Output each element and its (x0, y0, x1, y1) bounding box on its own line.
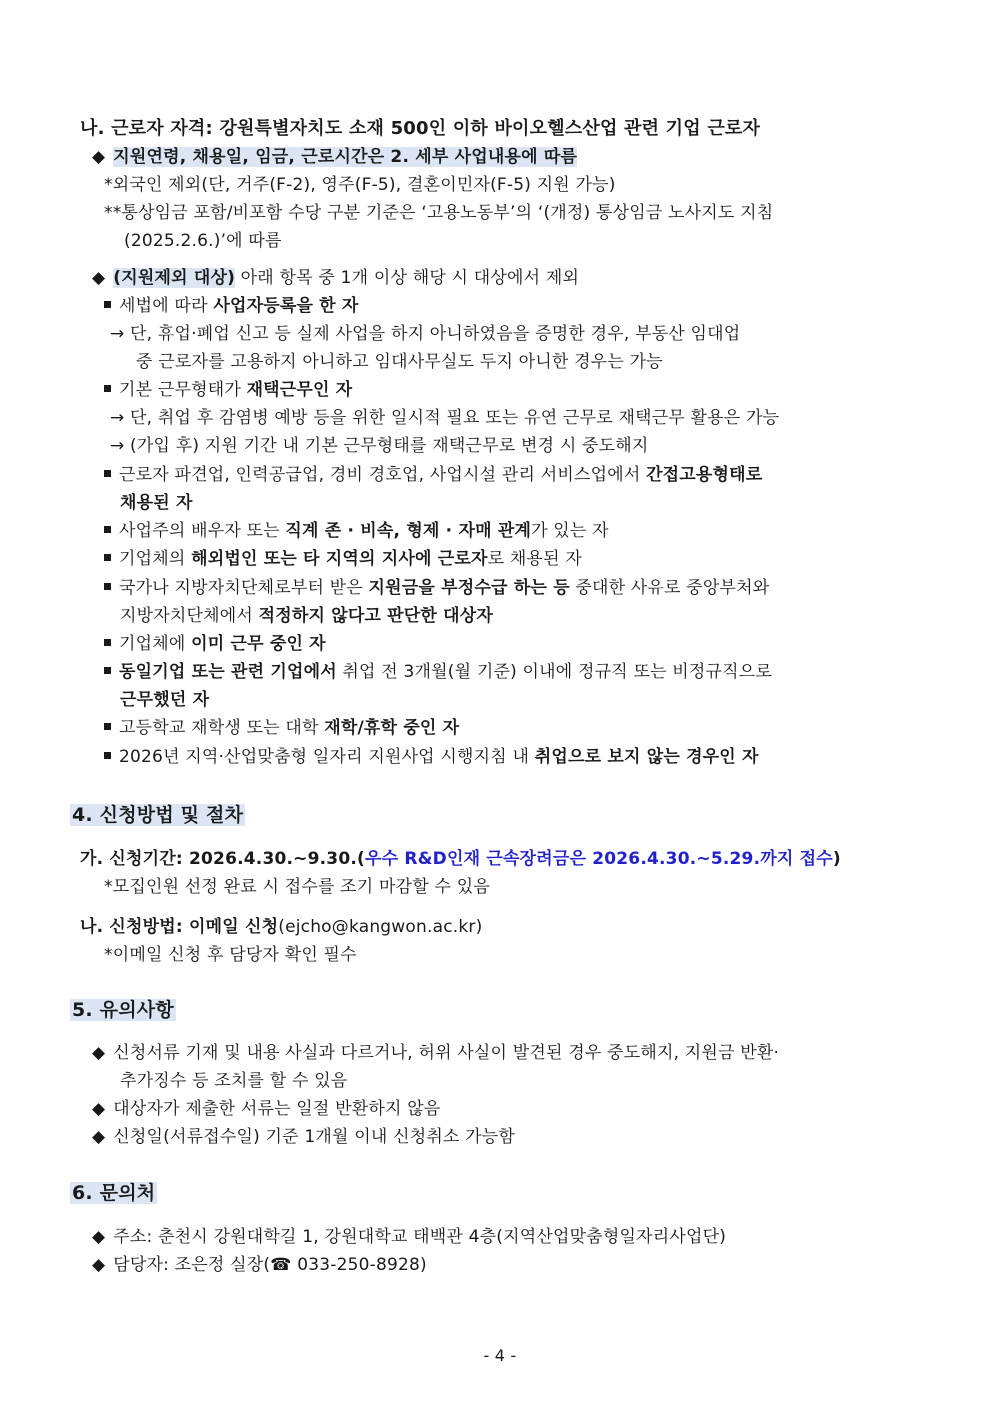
application-period-note: *모집인원 선정 완료 시 접수를 조기 마감할 수 있음 (104, 877, 490, 897)
diamond-bullet-icon: ◆ (92, 268, 106, 288)
square-bullet-icon (104, 554, 111, 561)
note-wage-2: (2025.2.6.)’에 따름 (124, 231, 282, 251)
exclusion-item-6-cont: 지방자치단체에서 적정하지 않다고 판단한 대상자 (120, 606, 494, 626)
caution-item-1: ◆ 신청서류 기재 및 내용 사실과 다르거나, 허위 사실이 발견된 경우 중도해지, 지원금 반환· (92, 1043, 780, 1063)
section-4-title: 4. 신청방법 및 절차 (72, 804, 244, 826)
page-number: - 4 - (483, 1346, 517, 1365)
square-bullet-icon (104, 723, 111, 730)
square-bullet-icon (104, 752, 111, 759)
application-period: 가. 신청기간: 2026.4.30.~9.30.(우수 R&D인재 근속장려금은 2026.4.30.~5.29.까지 접수) (80, 849, 841, 869)
caution-item-2: ◆ 대상자가 제출한 서류는 일절 반환하지 않음 (92, 1099, 441, 1119)
exclusion-item-9: 고등학교 재학생 또는 대학 재학/휴학 중인 자 (104, 716, 459, 740)
phone-icon: ☎ (270, 1255, 292, 1275)
contact-email: (ejcho@kangwon.ac.kr) (278, 917, 483, 937)
section-3b-heading: 나. 근로자 자격: 강원특별자치도 소재 500인 이하 바이오헬스산업 관련 기업 근로자 (80, 118, 761, 139)
exclusion-item-1-note-1: → 단, 휴업·폐업 신고 등 실제 사업을 하지 아니하였음을 증명한 경우, 부동산 임대업 (110, 324, 741, 344)
diamond-bullet-icon: ◆ (92, 1255, 106, 1275)
note-foreigner: *외국인 제외(단, 거주(F-2), 영주(F-5), 결혼이민자(F-5) 지원 가능) (104, 175, 616, 195)
square-bullet-icon (104, 470, 111, 477)
diamond-bullet-icon: ◆ (92, 1099, 106, 1119)
square-bullet-icon (104, 667, 111, 674)
square-bullet-icon (104, 526, 111, 533)
exclusion-item-8-cont: 근무했던 자 (120, 690, 210, 710)
exclusion-item-1: 세법에 따라 사업자등록을 한 자 (104, 294, 359, 318)
exclusion-item-10: 2026년 지역·산업맞춤형 일자리 지원사업 시행지침 내 취업으로 보지 않는 경우인 자 (104, 745, 759, 769)
square-bullet-icon (104, 639, 111, 646)
diamond-item-eligibility: ◆ 지원연령, 채용일, 임금, 근로시간은 2. 세부 사업내용에 따름 (92, 147, 578, 167)
diamond-bullet-icon: ◆ (92, 1043, 106, 1063)
exclusion-item-2-note-1: → 단, 취업 후 감염병 예방 등을 위한 일시적 필요 또는 유연 근무로 재택근무 활용은 가능 (110, 408, 780, 428)
note-wage-1: **통상임금 포함/비포함 수당 구분 기준은 ‘고용노동부’의 ‘(개정) 통상임금 노사지도 지침 (104, 203, 774, 223)
exclusion-item-7: 기업체에 이미 근무 중인 자 (104, 632, 326, 656)
exclusion-item-3-cont: 채용된 자 (120, 493, 193, 513)
contact-address: ◆ 주소: 춘천시 강원대학길 1, 강원대학교 태백관 4층(지역산업맞춤형일자리사업단) (92, 1227, 727, 1247)
exclusion-item-4: 사업주의 배우자 또는 직계 존 · 비속, 형제 · 자매 관계가 있는 자 (104, 519, 609, 543)
exclusion-item-6: 국가나 지방자치단체로부터 받은 지원금을 부정수급 하는 등 중대한 사유로 중앙부처와 (104, 576, 769, 600)
diamond-bullet-icon: ◆ (92, 1227, 106, 1247)
exclusion-item-3: 근로자 파견업, 인력공급업, 경비 경호업, 사업시설 관리 서비스업에서 간접고용형태로 (104, 463, 762, 487)
section-6-title: 6. 문의처 (72, 1182, 156, 1204)
exclusion-item-2: 기본 근무형태가 재택근무인 자 (104, 378, 352, 402)
exclusion-item-2-note-2: → (가입 후) 지원 기간 내 기본 근무형태를 재택근무로 변경 시 중도해지 (110, 436, 649, 456)
diamond-item-exclusion: ◆ (지원제외 대상) 아래 항목 중 1개 이상 해당 시 대상에서 제외 (92, 268, 580, 288)
application-method: 나. 신청방법: 이메일 신청(ejcho@kangwon.ac.kr) (80, 917, 483, 937)
exclusion-item-1-note-2: 중 근로자를 고용하지 아니하고 임대사무실도 두지 아니한 경우는 가능 (136, 352, 663, 372)
diamond-bullet-icon: ◆ (92, 1127, 106, 1147)
caution-item-1-cont: 추가징수 등 조치를 할 수 있음 (120, 1071, 348, 1091)
contact-person: ◆ 담당자: 조은정 실장(☎ 033-250-8928) (92, 1255, 427, 1275)
exclusion-item-8: 동일기업 또는 관련 기업에서 취업 전 3개월(월 기준) 이내에 정규직 또는 비정규직으로 (104, 660, 772, 684)
square-bullet-icon (104, 301, 111, 308)
square-bullet-icon (104, 385, 111, 392)
exclusion-item-5: 기업체의 해외법인 또는 타 지역의 지사에 근로자로 채용된 자 (104, 547, 582, 571)
caution-item-3: ◆ 신청일(서류접수일) 기준 1개월 이내 신청취소 가능함 (92, 1127, 516, 1147)
square-bullet-icon (104, 583, 111, 590)
application-method-note: *이메일 신청 후 담당자 확인 필수 (104, 945, 357, 965)
diamond-bullet-icon: ◆ (92, 147, 106, 167)
section-5-title: 5. 유의사항 (72, 999, 174, 1021)
